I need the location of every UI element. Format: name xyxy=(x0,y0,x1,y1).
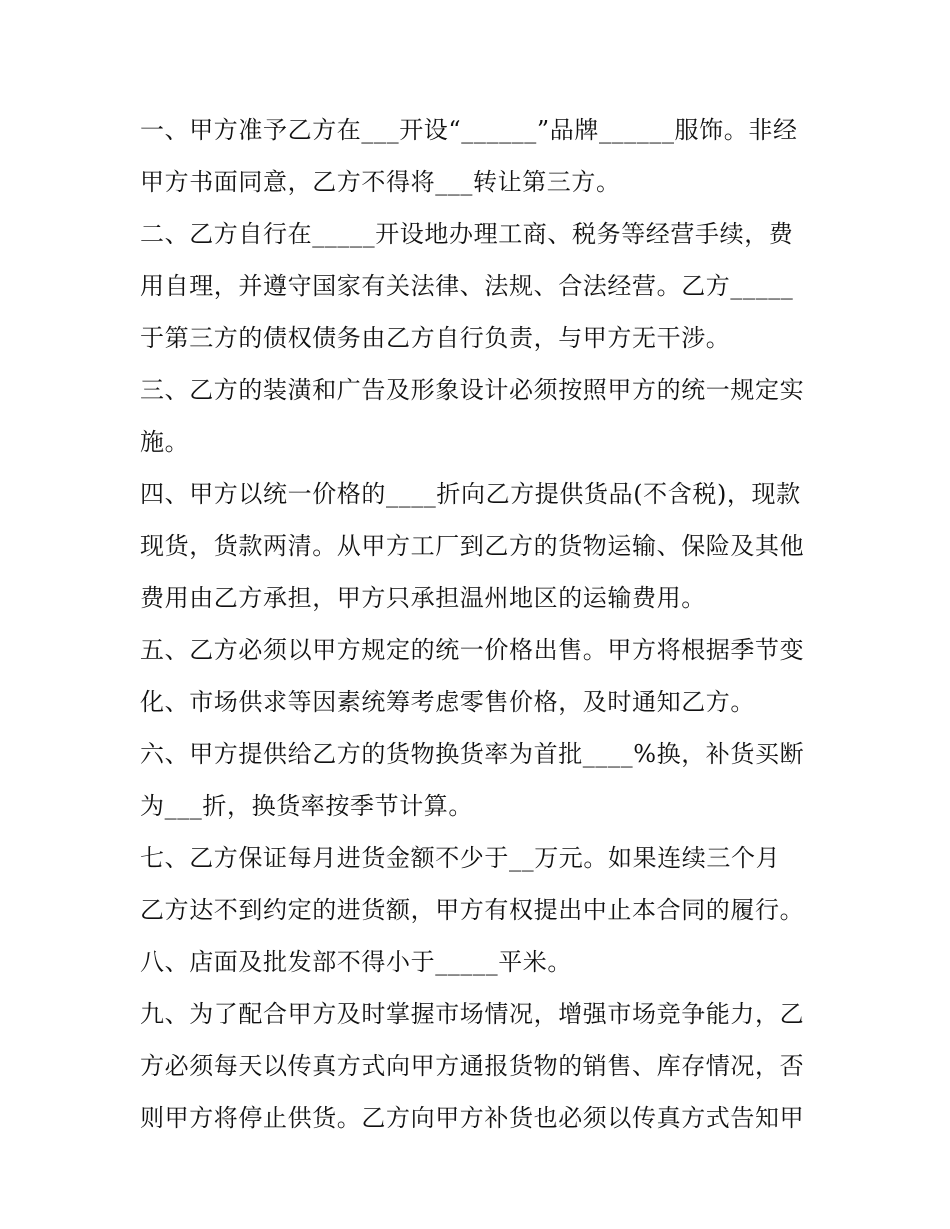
text-line: 化、市场供求等因素统筹考虑零售价格，及时通知乙方。 xyxy=(140,688,755,716)
text-line: 甲方书面同意，乙方不得将___转让第三方。 xyxy=(140,168,621,196)
text-line: 四、甲方以统一价格的____折向乙方提供货品(不含税)，现款 xyxy=(140,480,801,508)
text-line: 为___折，换货率按季节计算。 xyxy=(140,792,473,820)
text-line: 七、乙方保证每月进货金额不少于__万元。如果连续三个月 xyxy=(140,844,781,872)
text-line: 六、甲方提供给乙方的货物换货率为首批____%换，补货买断 xyxy=(140,740,805,768)
text-line: 现货，货款两清。从甲方工厂到乙方的货物运输、保险及其他 xyxy=(140,532,805,560)
text-line: 乙方达不到约定的进货额，甲方有权提出中止本合同的履行。 xyxy=(140,896,805,924)
text-line: 九、为了配合甲方及时掌握市场情况，增强市场竞争能力，乙 xyxy=(140,1000,805,1028)
text-line: 则甲方将停止供货。乙方向甲方补货也必须以传真方式告知甲 xyxy=(140,1104,805,1132)
text-line: 八、店面及批发部不得小于_____平米。 xyxy=(140,948,572,976)
text-line: 一、甲方准予乙方在___开设“______”品牌______服饰。非经 xyxy=(140,116,798,144)
text-line: 二、乙方自行在_____开设地办理工商、税务等经营手续，费 xyxy=(140,220,794,248)
text-line: 用自理，并遵守国家有关法律、法规、合法经营。乙方_____ xyxy=(140,272,794,300)
text-line: 三、乙方的装潢和广告及形象设计必须按照甲方的统一规定实 xyxy=(140,376,805,404)
contract-body xyxy=(140,104,820,1144)
text-line: 施。 xyxy=(140,428,190,456)
text-line: 费用由乙方承担，甲方只承担温州地区的运输费用。 xyxy=(140,584,706,612)
text-line: 方必须每天以传真方式向甲方通报货物的销售、库存情况，否 xyxy=(140,1052,805,1080)
text-line: 五、乙方必须以甲方规定的统一价格出售。甲方将根据季节变 xyxy=(140,636,805,664)
text-line: 于第三方的债权债务由乙方自行负责，与甲方无干涉。 xyxy=(140,324,731,352)
